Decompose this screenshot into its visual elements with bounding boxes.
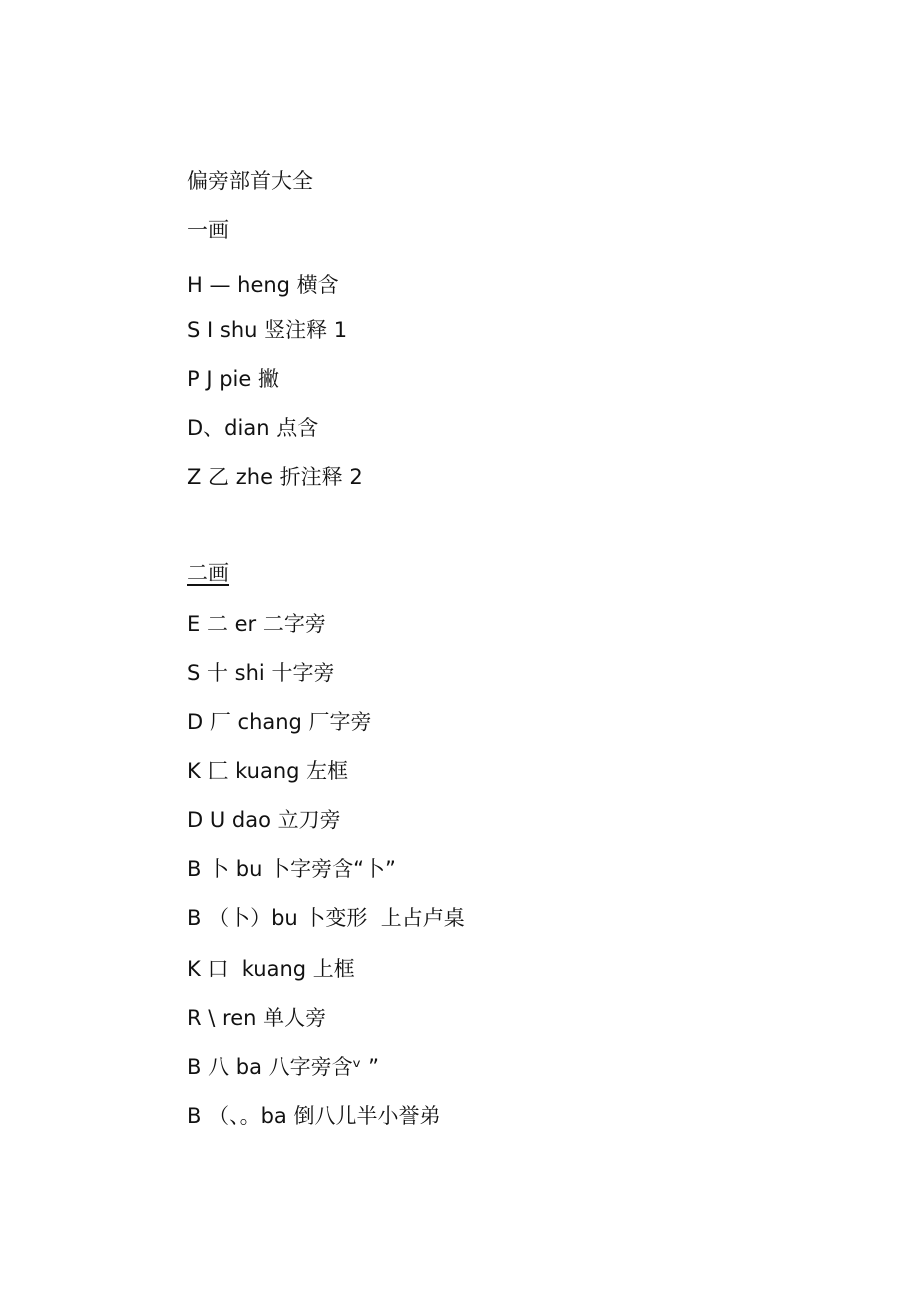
radical-entry: B （、。ba 倒八儿半小誉弟 — [187, 1104, 441, 1128]
radical-entry: H — heng 横含 — [187, 273, 339, 297]
radical-entry: D U dao 立刀旁 — [187, 808, 341, 832]
radical-entry: D、dian 点含 — [187, 416, 319, 440]
radical-entry: Z 乙 zhe 折注释 2 — [187, 465, 363, 489]
radical-entry: E 二 er 二字旁 — [187, 612, 326, 636]
radical-entry: B （卜）bu 卜变形 上占卢桌 — [187, 906, 465, 930]
radical-entry: P J pie 撇 — [187, 367, 279, 391]
radical-entry: B 八 ba 八字旁含ᵛ ” — [187, 1055, 379, 1079]
section-heading-two-strokes: 二画 — [187, 561, 229, 585]
radical-entry: D 厂 chang 厂字旁 — [187, 710, 372, 734]
radical-entry: S 十 shi 十字旁 — [187, 661, 335, 685]
radical-entry: K 口 kuang 上框 — [187, 957, 355, 981]
section-heading-one-stroke: 一画 — [187, 218, 229, 242]
radical-entry: K 匚 kuang 左框 — [187, 759, 349, 783]
document-title: 偏旁部首大全 — [187, 169, 313, 193]
radical-entry: R \ ren 单人旁 — [187, 1006, 327, 1030]
radical-entry: S I shu 竖注释 1 — [187, 318, 348, 342]
radical-entry: B 卜 bu 卜字旁含“卜” — [187, 857, 396, 881]
